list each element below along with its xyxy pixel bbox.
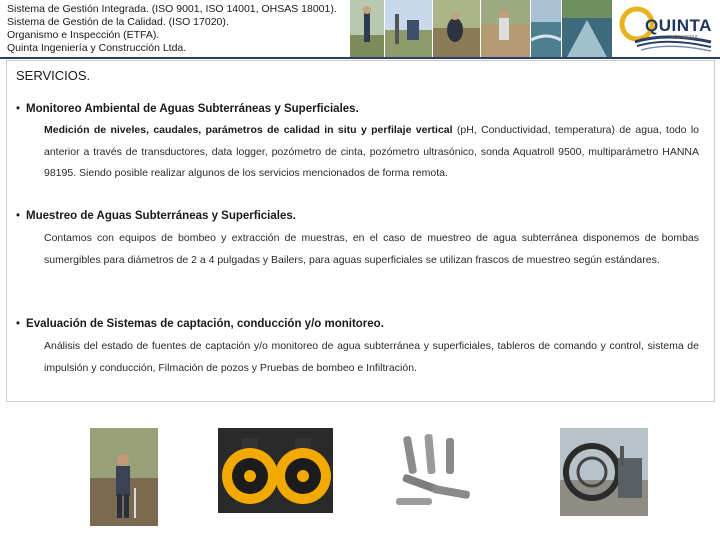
header-photo-channel xyxy=(562,0,612,57)
service-description xyxy=(44,120,699,185)
service-description xyxy=(44,336,699,379)
service-body: Contamos con equipos de bombeo y extracción de muestras, en el caso de muestreo de agua subterránea disponemos de bombas sumergibles para diámetros de 2 a 4 pulgadas y Bailers, para aguas superficiales se utilizan frascos de muestreo según estándares. xyxy=(44,232,699,266)
header-photo-sampling xyxy=(481,0,530,57)
service-title xyxy=(16,318,384,330)
header-line: Sistema de Gestión de la Calidad. (ISO 17020). xyxy=(7,16,229,28)
header-photo-field-work xyxy=(433,0,480,57)
service-title-text: Muestreo de Aguas Subterráneas y Superficiales. xyxy=(26,210,296,222)
photo-field-technician xyxy=(90,428,158,526)
header-line: Sistema de Gestión Integrada. (ISO 9001, ISO 14001, OHSAS 18001). xyxy=(7,3,337,15)
header-line: Quinta Ingeniería y Construcción Ltda. xyxy=(7,42,187,54)
header-line: Organismo e Inspección (ETFA). xyxy=(7,29,160,41)
logo-subtext: INGENIERIA xyxy=(669,35,698,41)
header-divider xyxy=(0,57,720,59)
photo-cable-reel-equipment xyxy=(560,428,648,516)
section-title: SERVICIOS. xyxy=(16,68,91,83)
logo-wordmark: QUINTA xyxy=(645,16,712,35)
service-body: Análisis del estado de fuentes de captación y/o monitoreo de agua subterránea y superficiales, tableros de comando y control, sistema de impulsión y conducción, Filmación de pozos y Pruebas de bombeo e Infiltración. xyxy=(44,340,699,374)
photo-transducer-sensors xyxy=(388,428,488,518)
photo-level-meter-reels xyxy=(218,428,333,513)
header-photo-river xyxy=(531,0,561,57)
header xyxy=(0,0,720,58)
bullet-marker: • xyxy=(16,103,21,115)
service-lead: Medición de niveles, caudales, parámetros de calidad in situ y perfilaje vertical xyxy=(44,124,453,136)
header-photo-technician xyxy=(350,0,384,57)
service-body: (pH, Conductividad, temperatura) de agua, todo lo anterior a través de transductores, data logger, pozómetro de cinta, pozómetro ultrasónico, sonda Aquatroll 9500, multiparámetro HANNA 98195. Siendo posible realizar algunos de los servicios mencionados de forma remota. xyxy=(44,124,699,179)
bullet-marker: • xyxy=(16,210,21,222)
header-certifications xyxy=(7,3,337,55)
service-title-text: Monitoreo Ambiental de Aguas Subterráneas y Superficiales. xyxy=(26,103,359,115)
quinta-logo xyxy=(615,2,715,54)
service-title-text: Evaluación de Sistemas de captación, conducción y/o monitoreo. xyxy=(26,318,384,330)
service-description xyxy=(44,228,699,271)
header-photo-well-station xyxy=(385,0,432,57)
bullet-marker: • xyxy=(16,318,21,330)
service-title xyxy=(16,210,296,222)
service-title xyxy=(16,103,359,115)
